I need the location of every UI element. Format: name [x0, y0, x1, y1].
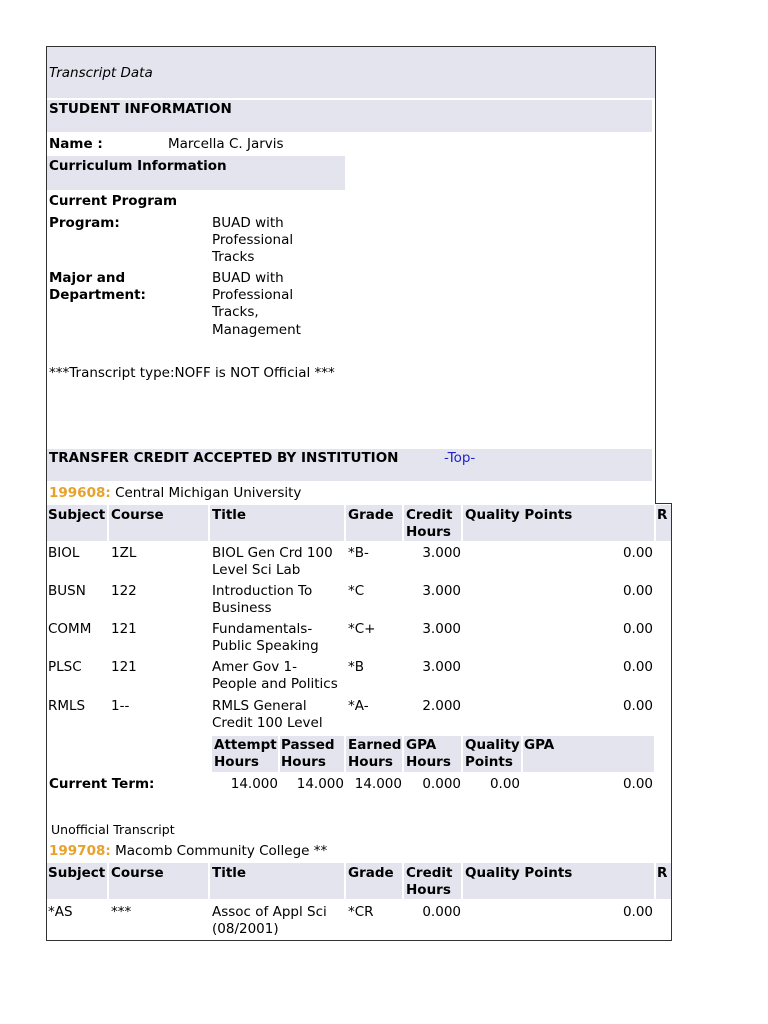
col-credit-hours: Hours — [406, 882, 451, 898]
cell-subject: RMLS — [48, 698, 86, 714]
cell-title: BIOL Gen Crd 100 — [212, 545, 333, 561]
major-value-line: BUAD with — [212, 270, 284, 286]
top-link[interactable]: -Top- — [444, 450, 476, 466]
totals-gpa-hours: GPA — [406, 737, 437, 753]
major-label-line: Major and — [49, 270, 126, 286]
cell-title: Credit 100 Level — [212, 715, 323, 731]
term-code: 199708: — [49, 843, 111, 859]
cell-credit: 2.000 — [422, 698, 461, 714]
curriculum-heading: Curriculum Information — [49, 158, 227, 174]
col-title: Title — [212, 865, 247, 881]
current-term-earned: 14.000 — [354, 776, 402, 792]
totals-earned-hours: Earned — [348, 737, 402, 753]
totals-gpa: GPA — [524, 737, 555, 753]
cell-subject: BUSN — [48, 583, 86, 599]
cell-quality: 0.00 — [622, 904, 653, 920]
col-r: R — [657, 865, 668, 881]
current-term-quality: 0.00 — [489, 776, 520, 792]
institution-header — [49, 485, 301, 502]
totals-gpa-hours: Hours — [406, 754, 451, 770]
cell-grade: *A- — [348, 698, 369, 714]
cell-grade: *C+ — [348, 621, 376, 637]
cell-subject: *AS — [48, 904, 73, 920]
current-term-attempt: 14.000 — [230, 776, 278, 792]
cell-course: 121 — [111, 659, 137, 675]
cell-title: Introduction To — [212, 583, 313, 599]
current-program-label: Current Program — [49, 193, 178, 209]
totals-attempt-hours: Attempt — [214, 737, 277, 753]
program-value-line: Professional — [212, 232, 294, 248]
unofficial-transcript-label: Unofficial Transcript — [51, 822, 175, 837]
totals-quality-points: Quality — [465, 737, 520, 753]
cell-quality: 0.00 — [622, 659, 653, 675]
page-title: Transcript Data — [49, 65, 153, 81]
program-value-line: BUAD with — [212, 215, 284, 231]
term-code: 199608: — [49, 485, 111, 501]
col-course: Course — [111, 507, 164, 523]
cell-course: 1ZL — [111, 545, 137, 561]
name-value: Marcella C. Jarvis — [168, 136, 284, 152]
cell-quality: 0.00 — [622, 545, 653, 561]
name-label: Name : — [49, 136, 103, 152]
cell-quality: 0.00 — [622, 698, 653, 714]
col-r: R — [657, 507, 668, 523]
cell-course: 122 — [111, 583, 137, 599]
totals-passed-hours: Passed — [281, 737, 335, 753]
institution-name: Central Michigan University — [115, 485, 302, 501]
totals-attempt-hours: Hours — [214, 754, 259, 770]
col-credit-hours: Credit — [406, 865, 453, 881]
cell-credit: 3.000 — [422, 621, 461, 637]
cell-credit: 3.000 — [422, 545, 461, 561]
cell-credit: 0.000 — [422, 904, 461, 920]
cell-credit: 3.000 — [422, 659, 461, 675]
cell-title: Level Sci Lab — [212, 562, 301, 578]
institution-name: Macomb Community College ** — [115, 843, 328, 859]
transfer-heading: TRANSFER CREDIT ACCEPTED BY INSTITUTION — [49, 450, 399, 466]
col-subject: Subject — [48, 865, 106, 881]
transcript-type-notice: ***Transcript type:NOFF is NOT Official *** — [49, 365, 335, 381]
major-value-line: Professional — [212, 287, 294, 303]
cell-title: Public Speaking — [212, 638, 319, 654]
col-credit-hours: Credit — [406, 507, 453, 523]
cell-title: People and Politics — [212, 676, 338, 692]
totals-quality-points: Points — [465, 754, 513, 770]
cell-title: Business — [212, 600, 272, 616]
col-quality-points: Quality Points — [465, 865, 573, 881]
cell-title: Amer Gov 1- — [212, 659, 297, 675]
col-title: Title — [212, 507, 247, 523]
col-subject: Subject — [48, 507, 106, 523]
frame-divider — [655, 503, 672, 504]
student-info-heading: STUDENT INFORMATION — [49, 101, 232, 117]
cell-credit: 3.000 — [422, 583, 461, 599]
col-grade: Grade — [348, 865, 394, 881]
cell-subject: PLSC — [48, 659, 82, 675]
cell-title: Assoc of Appl Sci — [212, 904, 327, 920]
col-quality-points: Quality Points — [465, 507, 573, 523]
program-value-line: Tracks — [212, 249, 255, 265]
cell-subject: COMM — [48, 621, 92, 637]
major-value-line: Tracks, — [212, 304, 259, 320]
major-label-line: Department: — [49, 287, 146, 303]
institution-header — [49, 843, 327, 860]
cell-subject: BIOL — [48, 545, 80, 561]
cell-grade: *B — [348, 659, 365, 675]
cell-quality: 0.00 — [622, 583, 653, 599]
cell-grade: *C — [348, 583, 365, 599]
cell-title: RMLS General — [212, 698, 307, 714]
cell-title: Fundamentals- — [212, 621, 313, 637]
cell-grade: *CR — [348, 904, 374, 920]
current-term-label: Current Term: — [49, 776, 155, 792]
major-value-line: Management — [212, 322, 301, 338]
cell-quality: 0.00 — [622, 621, 653, 637]
col-course: Course — [111, 865, 164, 881]
cell-course: *** — [111, 904, 132, 920]
current-term-gpa-hours: 0.000 — [422, 776, 461, 792]
col-grade: Grade — [348, 507, 394, 523]
program-label: Program: — [49, 215, 120, 231]
current-term-passed: 14.000 — [296, 776, 344, 792]
cell-grade: *B- — [348, 545, 369, 561]
col-credit-hours: Hours — [406, 524, 451, 540]
cell-course: 121 — [111, 621, 137, 637]
totals-passed-hours: Hours — [281, 754, 326, 770]
cell-title: (08/2001) — [212, 921, 279, 937]
current-term-gpa: 0.00 — [622, 776, 653, 792]
cell-course: 1-- — [111, 698, 130, 714]
totals-earned-hours: Hours — [348, 754, 393, 770]
